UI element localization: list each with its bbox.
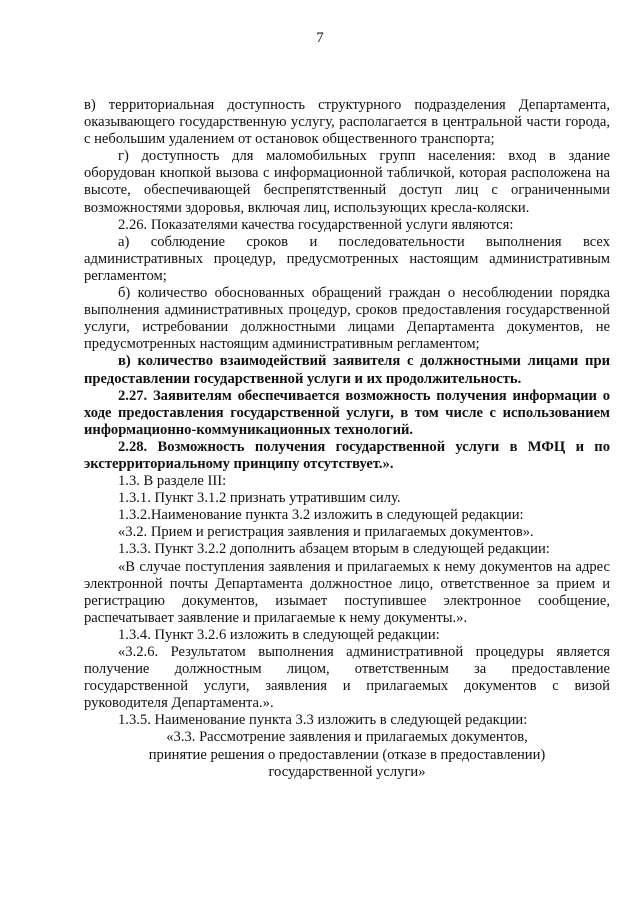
paragraph-quote-3-2: «3.2. Прием и регистрация заявления и прилагаемых документов».: [118, 524, 534, 541]
paragraph-quote-3-2-2: «В случае поступления заявления и прилагаемых к нему документов на адрес электронной почты Департамента должностное лицо, ответственное за прием и регистрацию документов, изымает поступившее электронное сообщение, распечатывает заявление и прилагаемые к нему документы.».: [84, 558, 610, 626]
document-body: [84, 97, 610, 781]
paragraph-1-3-3: 1.3.3. Пункт 3.2.2 дополнить абзацем вторым в следующей редакции:: [118, 541, 550, 558]
section-heading-line-1: «3.3. Рассмотрение заявления и прилагаемых документов,: [166, 729, 528, 746]
section-heading-line-2: принятие решения о предоставлении (отказе в предоставлении): [148, 746, 546, 763]
paragraph-1-3: 1.3. В разделе III:: [118, 473, 227, 490]
paragraph-item-g: г) доступность для маломобильных групп населения: вход в здание оборудован кнопкой вызова с информационной табличкой, которая расположена на высоте, обеспечивающей беспрепятственный доступ лиц с ограниченными возможностями здоровья, включая лиц, использующих кресла-коляски.: [84, 148, 610, 216]
paragraph-1-3-1: 1.3.1. Пункт 3.1.2 признать утратившим силу.: [118, 490, 401, 507]
paragraph-1-3-2: 1.3.2.Наименование пункта 3.2 изложить в следующей редакции:: [118, 507, 524, 524]
paragraph-item-v-2: в) количество взаимодействий заявителя с должностными лицами при предоставлении государственной услуги и их продолжительность.: [84, 353, 610, 387]
paragraph-1-3-4: 1.3.4. Пункт 3.2.6 изложить в следующей редакции:: [118, 626, 440, 643]
paragraph-item-v: в) территориальная доступность структурного подразделения Департамента, оказывающего государственную услугу, располагается в центральной части города, с небольшим удалением от остановок общественного транспорта;: [84, 97, 610, 148]
paragraph-2-28: 2.28. Возможность получения государственной услуги в МФЦ и по экстерриториальному принципу отсутствует.».: [84, 438, 610, 472]
paragraph-item-a: а) соблюдение сроков и последовательности выполнения всех административных процедур, предусмотренных настоящим административным регламентом;: [84, 233, 610, 284]
paragraph-2-26: 2.26. Показателями качества государственной услуги являются:: [118, 216, 514, 233]
paragraph-item-b: б) количество обоснованных обращений граждан о несоблюдении порядка выполнения административных процедур, сроков предоставления государственной услуги, истребовании должностными лицами Департамента документов, не предусмотренных настоящим административным регламентом;: [84, 285, 610, 353]
page-number: 7: [316, 30, 324, 46]
paragraph-2-27: 2.27. Заявителям обеспечивается возможность получения информации о ходе предоставления государственной услуги, в том числе с использованием информационно-коммуникационных технологий.: [84, 387, 610, 438]
paragraph-1-3-5: 1.3.5. Наименование пункта 3.3 изложить в следующей редакции:: [118, 712, 528, 729]
section-heading-line-3: государственной услуги»: [268, 763, 426, 780]
paragraph-quote-3-2-6: «3.2.6. Результатом выполнения административной процедуры является получение должностным лицом, ответственным за предоставление государственной услуги, заявления и прилагаемых документов с визой руководителя Департамента.».: [84, 644, 610, 712]
